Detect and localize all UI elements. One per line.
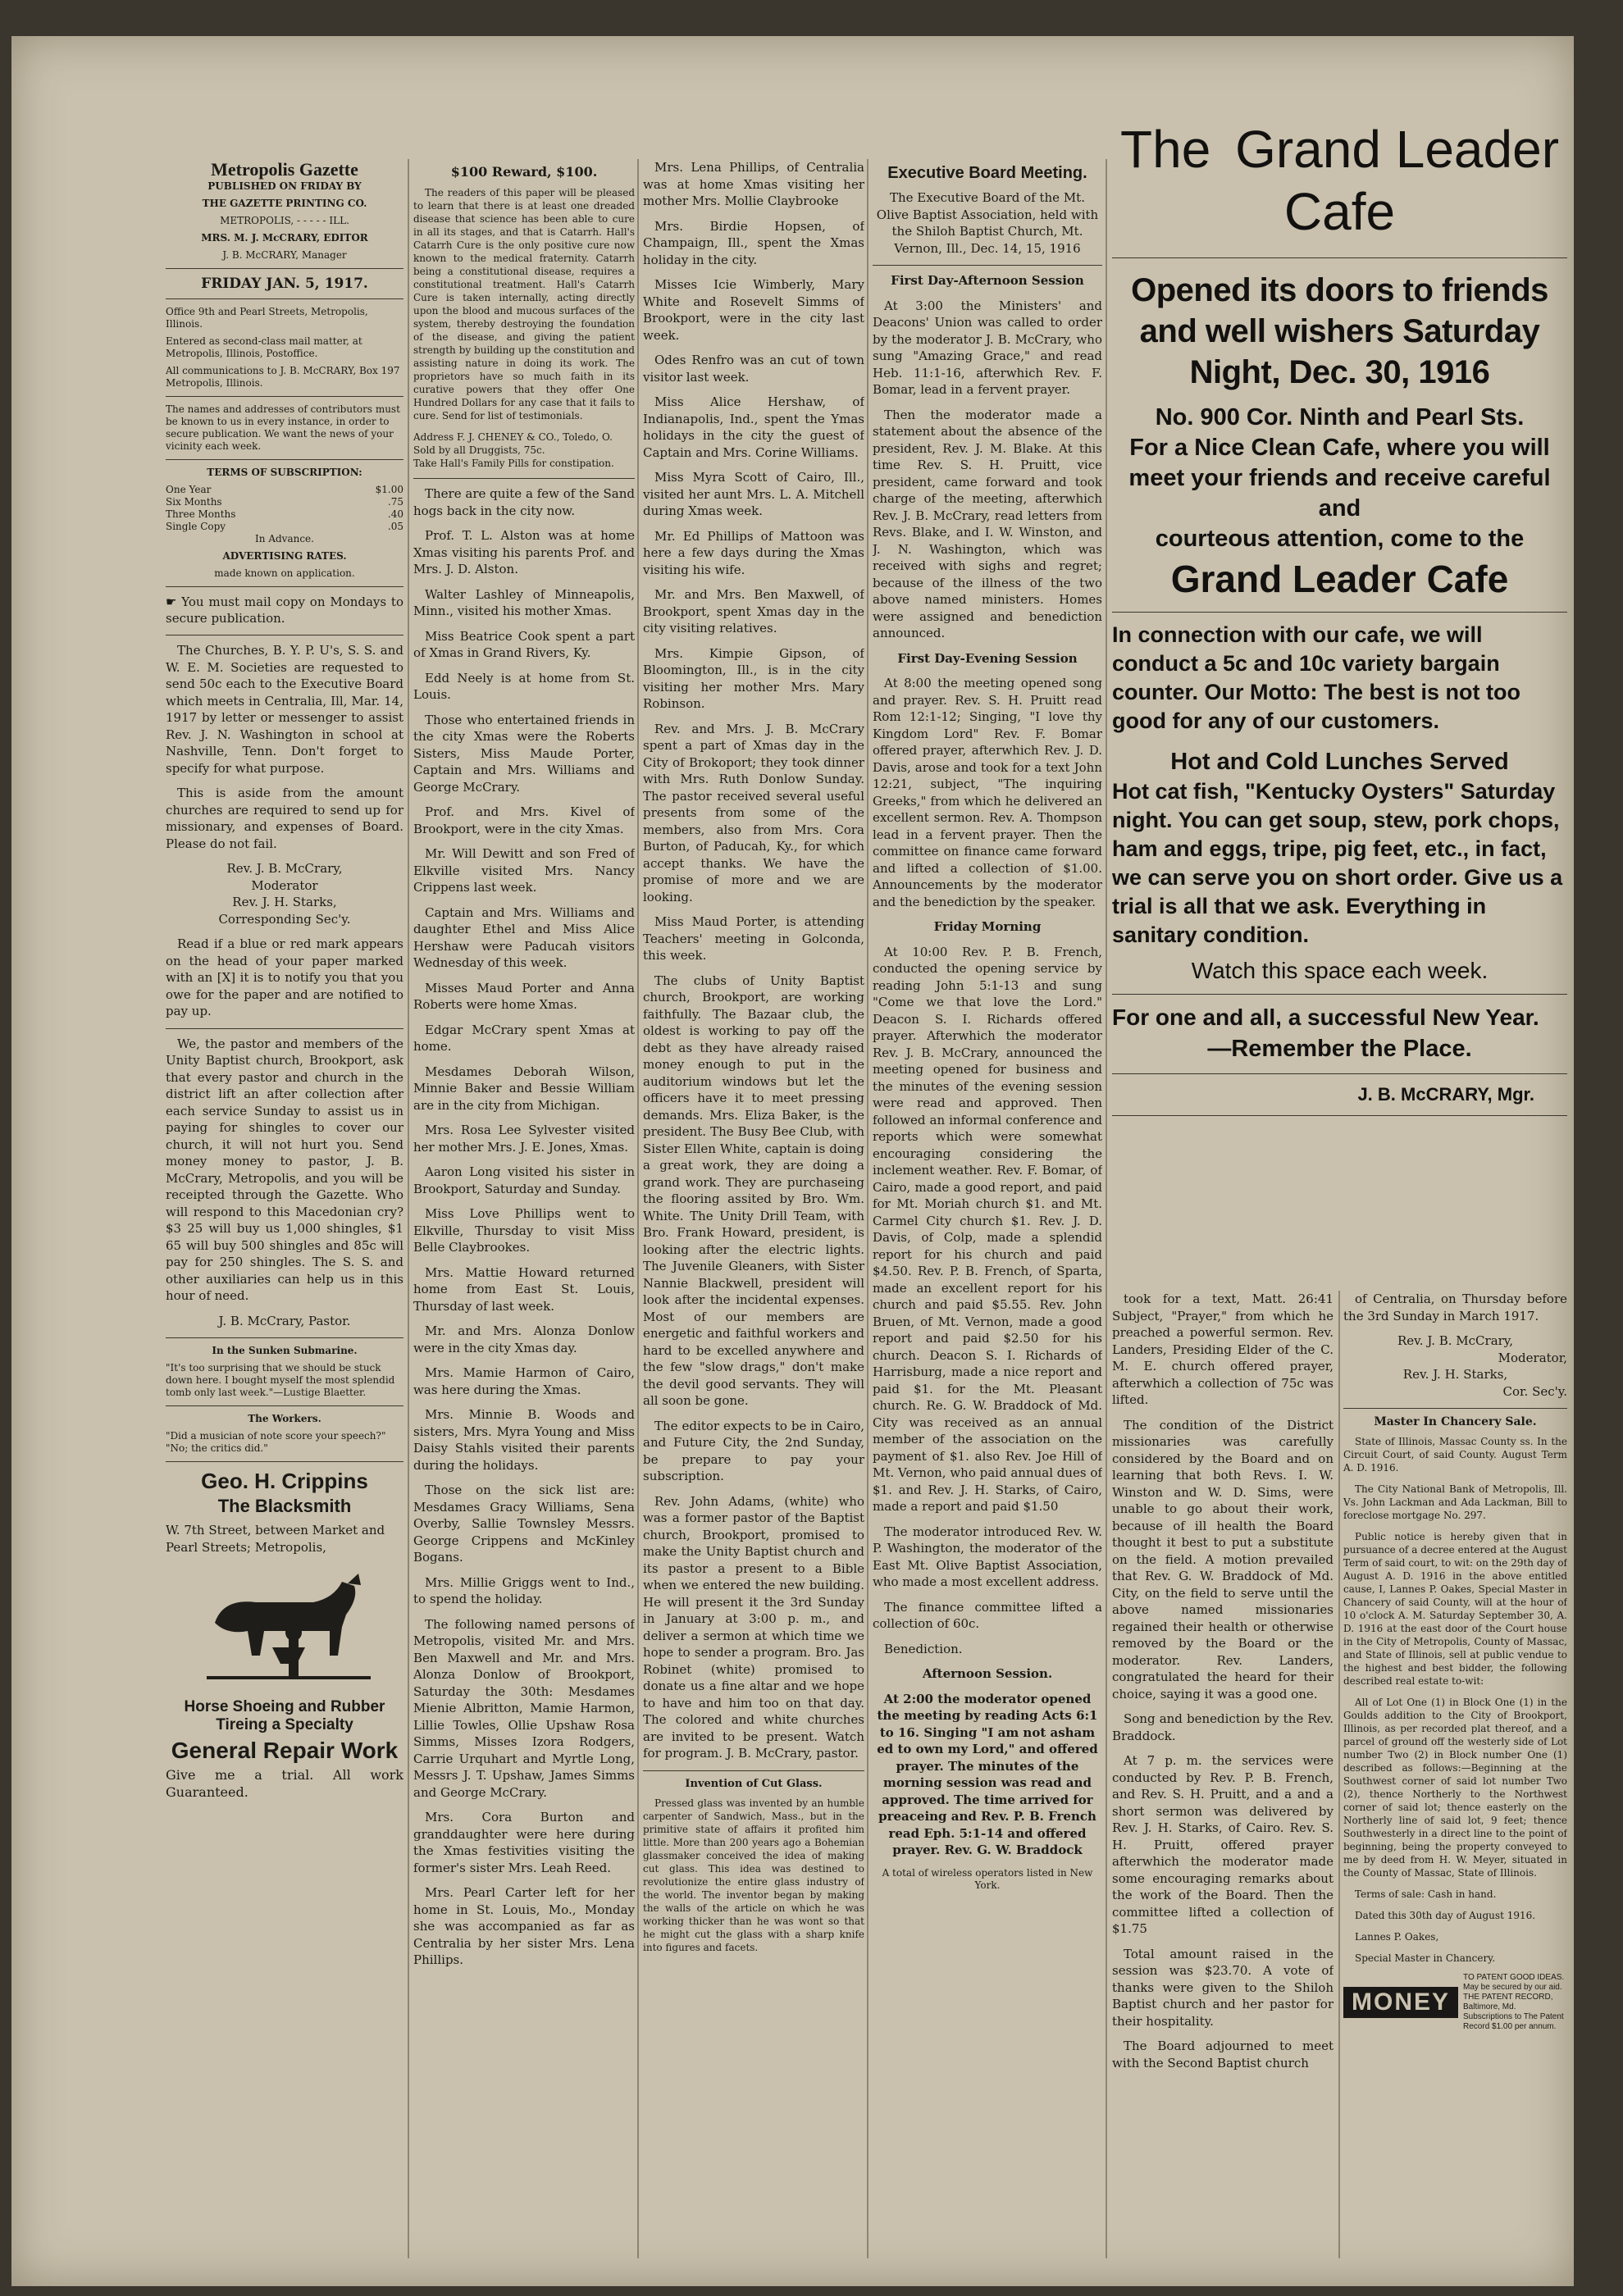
term-label: Three Months (166, 508, 236, 520)
ad-hot-2: Hot cat fish, "Kentucky Oysters" Saturday night. You can get soup, stew, pork chops, ham and eggs, tripe, pig feet, etc., in fact, we can serve you on short order. Give us a trial is all that we ask. Everything in sanitary condition. (1112, 779, 1563, 947)
ad-nice-2: meet your friends and receive careful and (1128, 465, 1551, 522)
list-item: Lannes P. Oakes, (1355, 1931, 1439, 1943)
ad-connection: In connection with our cafe, we will conduct a 5c and 10c variety bargain counter. Our Motto: The best is not too good for any of our customers. (1112, 622, 1520, 733)
masthead-published: PUBLISHED ON FRIDAY BY (207, 180, 362, 192)
list-item: Misses Icie Wimberly, Mary White and Rosevelt Simms of Brookport, were in the city last week. (643, 277, 864, 343)
table-row (166, 496, 403, 508)
list-item: Rev. John Adams, (white) who was a former pastor of the Baptist church, Brookport, promised to make the Unity Baptist church and its pastor a present to a Bible when we entered the new building. He will present it the 3rd Sunday in January at 3:00 p. m., and deliver a sermon at which time we hope to sender a program. Bro. Jas Robinet (white) promised to donate us a fine altar and we hope to have and him too on that day. The colored and white churches are invited to be present. Watch for program. J. B. McCrary, pastor. (643, 1493, 864, 1761)
term-price: .75 (387, 496, 403, 508)
masthead-city: METROPOLIS, - - - - - ILL. (220, 215, 349, 226)
ad-opened-2: and well wishers Saturday (1139, 313, 1540, 349)
list-item: There are quite a few of the Sand hogs back in the city now. (413, 486, 635, 518)
column-3 (643, 159, 864, 1962)
list-item: Prof. and Mrs. Kivel of Brookport, were in the city Xmas. (413, 804, 635, 836)
board-minutes (873, 272, 1102, 1859)
contributors-note: The names and addresses of contributors must be known to us in every instance, in order to secure publication. We want the news of your vicinity each week. (166, 403, 400, 452)
blacksmith-repair: General Repair Work (171, 1738, 399, 1763)
list-item: The condition of the District missionaries was carefully considered by the Board and on learning that both Revs. I. W. Winston and W. D. Sims, were unable to go about their work, because of ill health the Board thought it best to put a substitute on the field. A motion prevailed that Rev. G. W. Braddock of Md. City, on the field to serve until the above named missionaries regained their health or otherwise removed by the Board or the moderator. Rev. Landers, congratulated the heard for their choice, saying it was a good one. (1112, 1417, 1334, 1702)
column-rule (637, 159, 639, 2258)
term-label: Single Copy (166, 521, 226, 532)
churches-notice: The Churches, B. Y. P. U's, S. S. and W. E. M. Societies are requested to send 50c each to the Executive Board which meets in Centralia, Ill, Mar. 14, 1917 by letter or messenger to assist Rev. J. N. Washington in school at Nashville, Tenn. Don't forget to specify for what purpose. (166, 643, 403, 776)
list-item: Captain and Mrs. Williams and daughter Ethel and Miss Alice Hershaw were Paducah visitors Wednesday of this week. (413, 904, 635, 970)
ad-grand-leader-cafe: Grand Leader Cafe (1170, 558, 1509, 600)
signature-title: Corresponding Sec'y. (218, 911, 351, 927)
list-item: Mr. Ed Phillips of Mattoon was here a few days during the Xmas visiting his wife. (643, 528, 864, 577)
list-item: The finance committee lifted a collection of 60c. (873, 1599, 1102, 1631)
submarine-title: In the Sunken Submarine. (212, 1345, 358, 1356)
blacksmith-trial: Give me a trial. All work Guaranteed. (166, 1767, 403, 1800)
list-item: Terms of sale: Cash in hand. (1355, 1888, 1497, 1900)
list-item: Walter Lashley of Minneapolis, Minn., visited his mother Xmas. (413, 586, 635, 618)
column-rule (867, 159, 868, 2258)
list-item: At 7 p. m. the services were conducted by Rev. P. B. French, and Rev. S. H. Pruitt, and a and a short sermon was delivered by Rev. J. H. Starks, of Cairo. Rev. S. H. Pruitt, offered prayer afterwhich the moderator made some encouraging remarks about the work of the Board. Then the committee lifted a collection of $1.75 (1112, 1753, 1334, 1936)
column-2 (413, 159, 635, 1977)
ad-manager: J. B. McCRARY, Mgr. (1357, 1084, 1534, 1105)
list-item: Those on the sick list are: Mesdames Gracy Williams, Sena Overby, Sallie Townsley Messrs. George Crippens and McKinley Bogans. (413, 1483, 635, 1565)
list-item: The following named persons of Metropolis, visited Mr. and Mrs. Ben Maxwell and Mr. and Mrs. Alonza Donlow of Brookport, Saturday the 30th: Mesdames Mienie Albritton, Mamie Harmon, Lillie Towles, Ollie Upshaw Rosa Simms, Misses Izora Rodgers, Carrie Urquhart and Myrtle Long, Messrs J. T. Upshaw, James Simms and George McCrary. (413, 1616, 635, 1800)
column-5a (1112, 1291, 1334, 2080)
list-item: Total amount raised in the session was $23.70. A vote of thanks were given to the Shiloh Baptist church and her pastor for their hospitality. (1112, 1946, 1334, 2029)
pastor-signature: J. B. McCrary, Pastor. (218, 1313, 351, 1328)
pointing-hand-icon: ☛ (166, 594, 177, 609)
column-rule (408, 159, 409, 2258)
list-item: At 2:00 the moderator opened the meeting by reading Acts 6:1 to 16. Singing "I am not asham ed to own my Lord," and offered prayer. The minutes of the morning session was read and approved. The time arrived for preaceing and Rev. P. B. French read Eph. 5:1-14 and offered prayer. Rev. G. W. Braddock (877, 1691, 1098, 1857)
list-item: First Day-Afternoon Session (891, 273, 1084, 288)
list-item: Rev. and Mrs. J. B. McCrary spent a part of Xmas day in the City of Brokoport; they took dinner with Mrs. Ruth Donlow Sunday. The pastor received several useful presents from some of the members, also from Mrs. Cora Burton, of Paducah, Ky., for which accept thanks. We have the promise of more and we are looking. (643, 721, 864, 904)
board-sub: The Executive Board of the Mt. Olive Baptist Association, held with the Shiloh Baptist Church, Mt. Vernon, Ill., Dec. 14, 15, 1916 (876, 190, 1099, 256)
term-price: .40 (387, 508, 403, 520)
list-item: Mrs. Kimpie Gipson, of Bloomington, Ill., is in the city visiting her mother Mrs. Mary Robinson. (643, 645, 864, 711)
signature-title: Cor. Sec'y. (1502, 1383, 1567, 1399)
list-item: Special Master in Chancery. (1355, 1952, 1496, 1964)
reward-sold: Sold by all Druggists, 75c. (413, 444, 545, 456)
list-item: Edd Neely is at home from St. Louis. (413, 670, 635, 702)
list-item: Dated this 30th day of August 1916. (1355, 1910, 1536, 1921)
money-label: MONEY (1343, 1987, 1458, 2018)
list-item: Miss Alice Hershaw, of Indianapolis, Ind., spent the Ymas holidays in the city the guest of Captain and Mrs. Corine Williams. (643, 394, 864, 460)
table-row (166, 508, 403, 521)
newspaper-page (11, 36, 1574, 2286)
signature-title: Moderator (251, 877, 318, 893)
submarine-text: "It's too surprising that we should be stuck down here. I bought myself the most splendid tomb only last week."—Lustige Blaetter. (166, 1362, 395, 1398)
list-item: Mrs. Birdie Hopsen, of Champaign, Ill., spent the Xmas holiday in the city. (643, 218, 864, 267)
money-text: TO PATENT GOOD IDEAS. May be secured by our aid. THE PATENT RECORD, Baltimore, Md. Subscriptions to The Patent Record $1.00 per annum. (1463, 1973, 1565, 2031)
list-item: Mrs. Lena Phillips, of Centralia was at home Xmas visiting her mother Mrs. Mollie Claybrooke (643, 160, 864, 208)
column-4 (873, 159, 1102, 1897)
column-rule (1106, 159, 1107, 2258)
table-row (166, 521, 403, 533)
office-note: Office 9th and Pearl Streets, Metropolis, Illinois. (166, 306, 368, 330)
subscription-table (166, 484, 403, 533)
issue-date: FRIDAY JAN. 5, 1917. (201, 276, 368, 292)
list-item: Mrs. Pearl Carter left for her home in St. Louis, Mo., Monday she was accompanied as far as Centralia by her sister Mrs. Lena Phillips. (413, 1885, 635, 1967)
reward-pills: Take Hall's Family Pills for constipation. (413, 458, 614, 469)
term-price: $1.00 (375, 484, 403, 495)
list-item: Miss Myra Scott of Cairo, Ill., visited her aunt Mrs. L. A. Mitchell during Xmas week. (643, 470, 864, 518)
list-item: Miss Maud Porter, is attending Teachers' meeting in Golconda, this week. (643, 914, 864, 963)
pastor-notice: We, the pastor and members of the Unity Baptist church, Brookport, ask that every pastor and church in the district lift an after collection after each service Sunday to assist us in paying for shingles to cover our church, it will not hurt you. Send money money to pastor, J. B. McCrary, Metropolis, and you will be receipted through the Gazette. Who will respond to this Macedonian cry? $3 25 will buy us 1,000 shingles, $1 65 will buy 500 shingles and 85c will pay for 250 shingles. The S. S. and other auxiliaries can help us in this hour of need. (166, 1036, 403, 1303)
blacksmith-address: W. 7th Street, between Market and Pearl Streets; Metropolis, (166, 1523, 385, 1555)
list-item: The clubs of Unity Baptist church, Brookport, are working faithfully. The Bazaar club, the oldest is working to pay off the debt as they have already raised money enough to put in the auditorium windows but let the officers have it to meet pressing demands. Mrs. Eliza Baker, is the president. The Busy Bee Club, with Sister Ellen White, captain is doing a great work, they are doing a grand work. They are purchaseing the flooring assited by Bro. Wm. White. The Unity Drill Team, with Bro. Frank Howard, president, is looking after the electric lights. The Juvenile Gleaners, with Sister Nannie Blackwell, president will look after the incidental expenses. Most of our members are energetic and faithful workers and hard to be excelled anywhere and the few "slow drags," don't make the devil good servants. They will all soon be gone. (643, 973, 864, 1408)
ad-hot-1: Hot and Cold Lunches Served (1170, 749, 1509, 775)
reward-text: The readers of this paper will be pleased to learn that there is at least one dreaded disease that science has been able to cure in all its stages, and that is Catarrh. Hall's Catarrh Cure is the only positive cure now known to the medical fraternity. Catarrh being a constitutional disease, requires a constitutional treatment. Hall's Catarrh Cure is taken internally, acting directly upon the blood and mucous surfaces of the system, thereby destroying the foundation of the disease, and giving the patient strength by building up the constitution and assisting nature in doing its work. The proprietors have so much faith in its curative powers that they offer One Hundred Dollars for any case that it fails to cure. Send for list of testimonials. (413, 187, 635, 421)
signature-title: Moderator, (1498, 1350, 1567, 1365)
list-item: Mrs. Cora Burton and granddaughter were here during the Xmas festivities visiting the former's sister Mrs. Leah Reed. (413, 1810, 635, 1875)
chancery-title: Master In Chancery Sale. (1374, 1415, 1537, 1428)
list-item: All of Lot One (1) in Block One (1) in the Goulds addition to the City of Brookport, Illinois, as per recorded plat thereof, and a parcel of ground off the westerly side of Lot number Two (2) in Block number One (1) described as follows:—Beginning at the Southwest corner of said lot number Two (2), thence Northerly to the Northwest corner of said lot; thence easterly on the Northerly line of said lot, 9 feet; thence Southwesterly in a direct line to the point of beginning, being the property conveyed to me by deed from H. W. Meyer, situated in the County of Massac, State of Illinois. (1343, 1697, 1567, 1879)
list-item: Aaron Long visited his sister in Brookport, Saturday and Sunday. (413, 1164, 635, 1196)
patent-ad (1343, 1973, 1567, 2032)
horse-shoeing-icon (190, 1565, 379, 1688)
column-1 (166, 159, 403, 1809)
aside-notice: This is aside from the amount churches are required to send up for missionary, and expenses of Board. Please do not fail. (166, 786, 403, 851)
copy-note-text: You must mail copy on Mondays to secure publication. (166, 594, 403, 626)
list-item: Mrs. Mattie Howard returned home from East St. Louis, Thursday of last week. (413, 1264, 635, 1314)
term-label: Six Months (166, 496, 222, 508)
advance-note: In Advance. (255, 533, 314, 544)
blacksmith-trade: The Blacksmith (217, 1496, 352, 1516)
blacksmith-specialty: Horse Shoeing and Rubber Tireing a Specialty (184, 1698, 385, 1733)
list-item: Miss Love Phillips went to Elkville, Thursday to visit Miss Belle Claybrookes. (413, 1206, 635, 1255)
chancery-notice (1343, 1435, 1567, 1965)
signature: Rev. J. H. Starks, (1402, 1367, 1508, 1382)
list-item: Miss Beatrice Cook spent a part of Xmas in Grand Rivers, Ky. (413, 628, 635, 660)
masthead-name: Metropolis Gazette (211, 159, 358, 180)
list-item: Mr. Will Dewitt and son Fred of Elkville visited Mrs. Nancy Crippens last week. (413, 846, 635, 895)
list-item: Song and benediction by the Rev. Braddock. (1112, 1711, 1334, 1743)
masthead-manager: J. B. McCRARY, Manager (222, 249, 347, 261)
ad-night: Night, Dec. 30, 1916 (1189, 354, 1490, 390)
blacksmith-name: Geo. H. Crippins (201, 1469, 368, 1493)
board-title: Executive Board Meeting. (887, 164, 1087, 182)
list-item: Friday Morning (933, 919, 1042, 934)
column-rule (1338, 1291, 1340, 2258)
list-item: State of Illinois, Massac County ss. In the Circuit Court, of said County. August Term A. D. 1916. (1343, 1436, 1567, 1474)
ad-nice-1: For a Nice Clean Cafe, where you will (1129, 435, 1550, 461)
glass-text: Pressed glass was invented by an humble carpenter of Sandwich, Mass., but in the primitive state of affairs it profited him little. More than 200 years ago a Bohemian glassmaker conceived the idea of making cut glass. This idea was destined to revolutionize the entire glass industry of the world. The inventor began by making the walls of the article on which he was working thicker than he was wont so that he might cut the glass with a sharp knife into figures and facets. (643, 1797, 864, 1953)
ad-remember: —Remember the Place. (1207, 1036, 1472, 1062)
list-item: Mrs. Rosa Lee Sylvester visited her mother Mrs. J. E. Jones, Xmas. (413, 1123, 635, 1155)
list-item: Public notice is hereby given that in pursuance of a decree entered at the August Term of said court, to wit: on the 29th day of August A. D. 1916 in the above entitled cause, I, Lannes P. Oakes, Special Master in Chancery of said County, will at the hour of 10 o'clock A. M. Saturday September 30, A. D. 1916 at the east door of the Court house in the City of Metropolis, County of Massac, and State of Illinois, sell at public vendue to the highest and best bidder, the following described real estate to-wit: (1343, 1531, 1567, 1687)
list-item: Prof. T. L. Alston was at home Xmas visiting his parents Prof. and Mrs. J. D. Alston. (413, 528, 635, 576)
ad-new-year: For one and all, a successful New Year. (1112, 1004, 1539, 1030)
signature: Rev. J. B. McCrary, (226, 861, 343, 876)
reward-address: Address F. J. CHENEY & CO., Toledo, O. (413, 431, 613, 443)
ad-grand-leader: Grand Leader (1235, 120, 1559, 179)
masthead-editor: MRS. M. J. McCRARY, EDITOR (201, 232, 368, 244)
glass-title: Invention of Cut Glass. (685, 1777, 823, 1790)
list-item: Mr. and Mrs. Ben Maxwell, of Brookport, spent Xmas day in the city visiting relatives. (643, 587, 864, 636)
column-5b (1343, 1291, 1567, 2032)
list-item: First Day-Evening Session (897, 650, 1078, 666)
workers-title: The Workers. (248, 1413, 321, 1424)
wireless-note: A total of wireless operators listed in New York. (882, 1866, 1093, 1891)
terms-title: TERMS OF SUBSCRIPTION: (207, 467, 362, 478)
list-item: Those who entertained friends in the city Xmas were the Roberts Sisters, Miss Maude Porter, Captain and Mrs. Williams and George McCrary. (413, 712, 635, 795)
reward-title: $100 Reward, $100. (450, 164, 598, 180)
copy-note (166, 594, 403, 626)
list-item: Mr. and Mrs. Alonza Donlow were in the city Xmas day. (413, 1323, 635, 1355)
signature: Rev. J. H. Starks, (232, 895, 337, 909)
list-item: The City National Bank of Metropolis, Ill. Vs. John Lackman and Ada Lackman, Bill to foreclose mortgage No. 297. (1343, 1483, 1567, 1521)
list-item: Benediction. (884, 1641, 963, 1656)
list-item: The editor expects to be in Cairo, and Future City, the 2nd Sunday, be prepare to pay your subscription. (643, 1418, 864, 1483)
list-item: At 10:00 Rev. P. B. French, conducted the opening service by reading John 5:1-13 and sung "Come we that love the Lord." Deacon S. I. Richards offered prayer. Afterwhich the moderator Rev. J. B. McCrary, announced the meeting opened for business and the minutes of the evening session were read and approved. Then followed an informal conference and reports which were somewhat encouraging considering the inclement weather. Rev. F. Bomar, of Cairo, made a good report, and paid for Mt. Moriah church $1. and Mt. Carmel City church $1. Rev. J. D. Davis, of Colp, made a splendid report for his church and paid $4.50. Rev. P. B. French, of Sparta, made an excellent report for his church and paid $5.55. Rev. John Bruen, of Mt. Vernon, made a good report and paid $2.50 for his church. Deacon S. I. Richards of Harrisburg, made a nice report and paid $1. for the Mt. Pleasant church. Re. G. W. Braddock of Md. City was received as an annual member of the association on the payment of $1. also Rev. Joe Hill of Mt. Vernon, who paid annual dues of $1. and Rev. J. H. Starks, of Cairo, made a report and paid $1.50 (873, 944, 1102, 1514)
workers-text: "Did a musician of note score your speech?" "No; the critics did." (166, 1430, 386, 1454)
local-items (643, 159, 864, 1762)
signature: Rev. J. B. McCrary, (1397, 1333, 1514, 1348)
grand-leader-ad (1112, 118, 1567, 1124)
list-item: Mrs. Mamie Harmon of Cairo, was here during the Xmas. (413, 1365, 635, 1397)
term-label: One Year (166, 484, 212, 495)
local-items (413, 485, 635, 1969)
adv-text: made known on application. (214, 567, 355, 579)
ad-watch: Watch this space each week. (1191, 958, 1489, 983)
list-item: Edgar McCrary spent Xmas at home. (413, 1022, 635, 1054)
ad-address: No. 900 Cor. Ninth and Pearl Sts. (1155, 404, 1525, 430)
term-price: .05 (387, 521, 403, 532)
list-item: At 3:00 the Ministers' and Deacons' Union was called to order by the moderator J. B. McCrary, who sung "Amazing Grace," and read Heb. 11:1-16, afterwhich Rev. F. Bomar, lead in a fervent prayer. (873, 298, 1102, 397)
list-item: Mrs. Minnie B. Woods and sisters, Mrs. Myra Young and Miss Daisy Stahls visited their parents during the holidays. (413, 1407, 635, 1473)
masthead-publisher: THE GAZETTE PRINTING CO. (202, 198, 367, 209)
list-item: Mesdames Deborah Wilson, Minnie Baker and Bessie William are in the city from Michigan. (413, 1064, 635, 1113)
list-item: Mrs. Millie Griggs went to Ind., to spend the holiday. (413, 1574, 635, 1606)
board-adjourn: of Centralia, on Thursday before the 3rd Sunday in March 1917. (1343, 1292, 1567, 1323)
list-item: Then the moderator made a statement about the absence of the president, Rev. J. M. Blake. At this time Rev. S. H. Pruitt, vice president, came forward and took charge of the meeting, afterwhich Rev. J. B. McCrary, read letters from Revs. Blake, and I. W. Winston, and J. N. Washington, which was received with sighs and regret; because of the illness of the two above named ministers. Homes were assigned and benediction announced. (873, 407, 1102, 640)
mark-notice: Read if a blue or red mark appears on the head of your paper marked with an [X] it is to notify you that you owe for the paper and are notified to pay up. (166, 936, 403, 1018)
list-item: The moderator introduced Rev. W. P. Washington, the moderator of the East Mt. Olive Baptist Association, who made a most excellent address. (873, 1524, 1102, 1589)
table-row (166, 484, 403, 496)
list-item: Afternoon Session. (922, 1666, 1053, 1681)
list-item: Misses Maud Porter and Anna Roberts were home Xmas. (413, 980, 635, 1012)
board-minutes-continued (1112, 1291, 1334, 2071)
ad-cafe: Cafe (1283, 182, 1396, 241)
list-item: took for a text, Matt. 26:41 Subject, "Prayer," from which he preached a powerful sermon. Rev. Landers, Presiding Elder of the C. M. E. church offered prayer, afterwhich a collection of 75c was lifted. (1112, 1292, 1334, 1407)
list-item: The Board adjourned to meet with the Second Baptist church (1112, 2039, 1334, 2070)
list-item: Odes Renfro was an cut of town visitor last week. (643, 353, 864, 385)
ad-nice-3: courteous attention, come to the (1155, 526, 1525, 552)
ad-the: The (1120, 120, 1211, 179)
entered-note: Entered as second-class mail matter, at Metropolis, Illinois, Postoffice. (166, 335, 362, 359)
address-note: All communications to J. B. McCRARY, Box 197 Metropolis, Illinois. (166, 365, 400, 389)
list-item: At 8:00 the meeting opened song and prayer. Rev. S. H. Pruitt read Rom 12:1-12; Singing, "I love thy Kingdom Lord" Rev. F. Bomar offered prayer, afterwhich Rev. J. D. Davis, arose and took for a text John 12:21, subject, "The inquiring Greeks," from which he delivered an excellent sermon. Rev. A. Thompson lead in a fervent prayer. Then the committee on finance came forward and lifted a collection of $1.00. Announcements by the moderator and the benediction by the speaker. (873, 676, 1102, 909)
adv-title: ADVERTISING RATES. (222, 550, 347, 562)
ad-opened-1: Opened its doors to friends (1131, 272, 1548, 308)
